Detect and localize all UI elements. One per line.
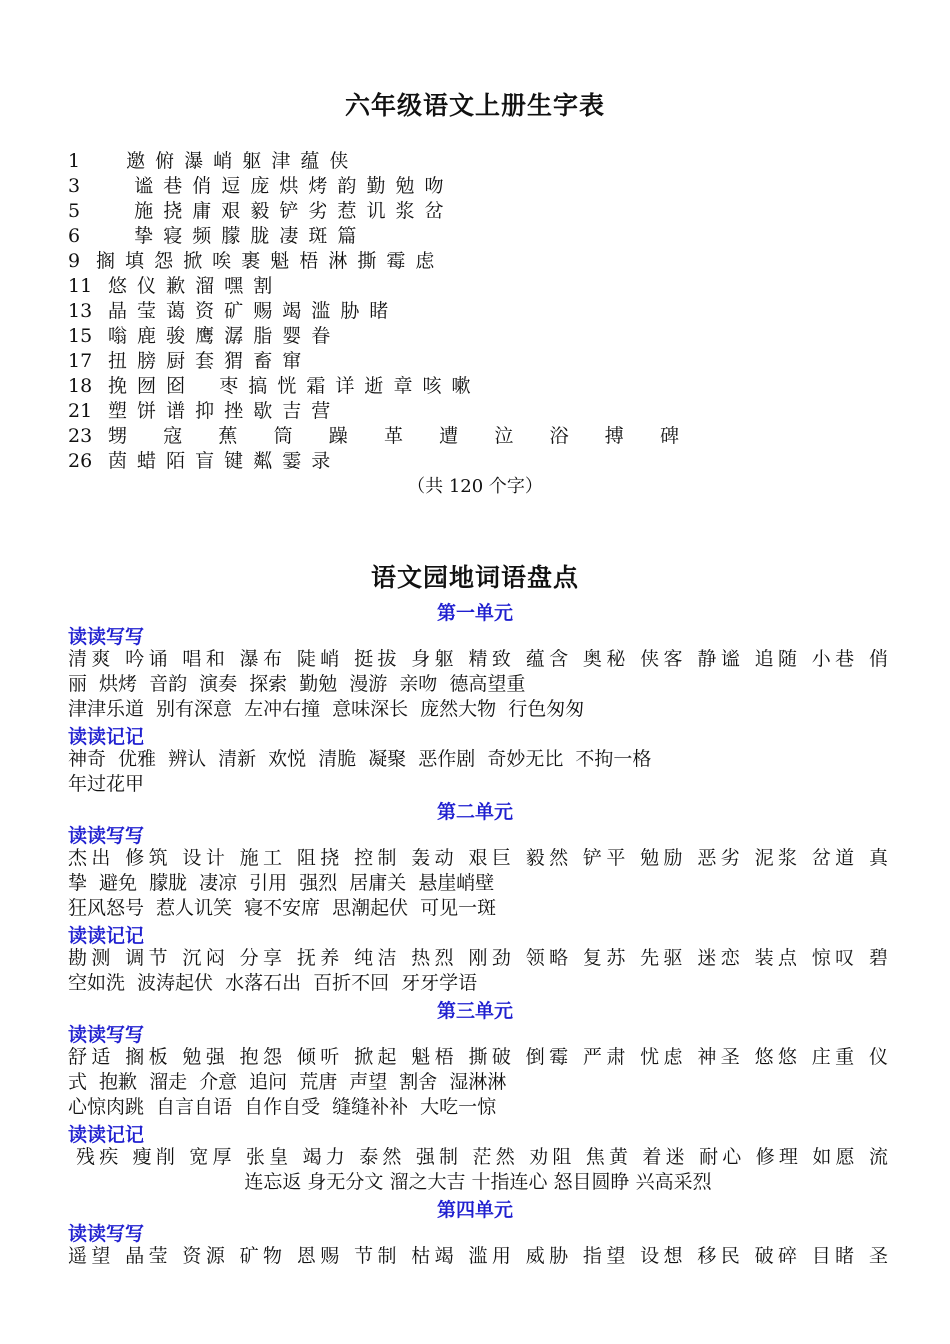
word-line: 连忘返 身无分文 溜之大吉 十指连心 怒目圆睁 兴高采烈 bbox=[244, 1171, 712, 1193]
word-line: 狂风怒号 惹人讥笑 寝不安席 思潮起伏 可见一斑 bbox=[68, 897, 497, 919]
char-list: 茵 蜡 陌 盲 键 粼 霎 录 bbox=[108, 450, 333, 472]
word-line: 残疾 瘦削 宽厚 张皇 竭力 泰然 强制 茫然 劝阻 焦黄 着迷 耐心 修理 如愿 流 bbox=[76, 1146, 888, 1168]
char-row bbox=[68, 424, 680, 449]
char-row bbox=[68, 224, 358, 249]
lesson-number: 5 bbox=[68, 200, 81, 222]
char-row bbox=[68, 274, 274, 299]
unit-1-title: 第一单元 bbox=[436, 602, 513, 624]
char-total: （共 120 个字） bbox=[407, 476, 543, 497]
read-write-heading: 读读写写 bbox=[68, 1024, 145, 1046]
lesson-number: 1 bbox=[68, 150, 81, 172]
char-list: 搁 填 怨 掀 唉 裹 魁 梧 淋 撕 霉 虑 bbox=[96, 250, 437, 272]
words-title: 语文园地词语盘点 bbox=[370, 563, 579, 592]
char-row bbox=[68, 449, 332, 474]
char-row bbox=[68, 299, 390, 324]
char-row bbox=[68, 174, 446, 199]
word-line: 神奇 优雅 辨认 清新 欢悦 清脆 凝聚 恶作剧 奇妙无比 不拘一格 bbox=[68, 748, 652, 770]
char-list: 挚 寝 频 朦 胧 凄 斑 篇 bbox=[102, 225, 359, 247]
char-list: 扭 膀 厨 套 猬 畜 窜 bbox=[108, 350, 304, 372]
char-row bbox=[68, 324, 332, 349]
lesson-number: 21 bbox=[68, 400, 93, 422]
char-list: 悠 仪 歉 溜 嘿 割 bbox=[108, 275, 275, 297]
read-remember-heading: 读读记记 bbox=[68, 1124, 145, 1146]
lesson-number: 3 bbox=[68, 175, 81, 197]
char-list: 邀 俯 瀑 峭 躯 津 蕴 侠 bbox=[102, 150, 351, 172]
lesson-number: 9 bbox=[68, 250, 81, 272]
lesson-number: 18 bbox=[68, 375, 93, 397]
word-line: 心惊肉跳 自言自语 自作自受 缝缝补补 大吃一惊 bbox=[68, 1096, 497, 1118]
word-line: 遥望 晶莹 资源 矿物 恩赐 节制 枯竭 滥用 威胁 指望 设想 移民 破碎 目睹 圣 bbox=[68, 1245, 888, 1267]
char-list: 嗡 鹿 骏 鹰 潺 脂 婴 眷 bbox=[108, 325, 333, 347]
word-line: 式 抱歉 溜走 介意 追问 荒唐 声望 割舍 湿淋淋 bbox=[68, 1071, 507, 1093]
word-line: 空如洗 波涛起伏 水落石出 百折不回 牙牙学语 bbox=[68, 972, 478, 994]
char-list: 挽 囫 囵 枣 搞 恍 霜 详 逝 章 咳 嗽 bbox=[108, 375, 473, 397]
char-row bbox=[68, 249, 436, 274]
word-line: 勘测 调节 沉闷 分享 抚养 纯洁 热烈 刚劲 领略 复苏 先驱 迷恋 装点 惊叹 碧 bbox=[68, 947, 888, 969]
read-remember-heading: 读读记记 bbox=[68, 726, 145, 748]
unit-2-title: 第二单元 bbox=[436, 801, 513, 823]
word-line: 清爽 吟诵 唱和 瀑布 陡峭 挺拔 身躯 精致 蕴含 奥秘 侠客 静谧 追随 小巷 俏 bbox=[68, 648, 888, 670]
word-line: 舒适 搁板 勉强 抱怨 倾听 掀起 魁梧 撕破 倒霉 严肃 忧虑 神圣 悠悠 庄重 仪 bbox=[68, 1046, 888, 1068]
word-line: 年过花甲 bbox=[68, 773, 145, 795]
read-write-heading: 读读写写 bbox=[68, 1223, 145, 1245]
char-row bbox=[68, 199, 446, 224]
read-remember-heading: 读读记记 bbox=[68, 925, 145, 947]
char-list: 晶 莹 蔼 资 矿 赐 竭 滥 胁 睹 bbox=[108, 300, 391, 322]
page-title: 六年级语文上册生字表 bbox=[344, 91, 605, 120]
lesson-number: 11 bbox=[68, 275, 93, 297]
word-line: 丽 烘烤 音韵 演奏 探索 勤勉 漫游 亲吻 德高望重 bbox=[68, 673, 526, 695]
char-list: 塑 饼 谱 抑 挫 歇 吉 营 bbox=[108, 400, 333, 422]
char-row bbox=[68, 349, 303, 374]
char-row bbox=[68, 374, 473, 399]
read-write-heading: 读读写写 bbox=[68, 825, 145, 847]
char-list: 甥 寇 蕉 筒 躁 革 遭 泣 浴 搏 碑 bbox=[108, 425, 680, 447]
unit-3-title: 第三单元 bbox=[436, 1000, 513, 1022]
lesson-number: 26 bbox=[68, 450, 93, 472]
lesson-number: 13 bbox=[68, 300, 93, 322]
char-row bbox=[68, 399, 332, 424]
lesson-number: 17 bbox=[68, 350, 93, 372]
read-write-heading: 读读写写 bbox=[68, 626, 145, 648]
word-line: 挚 避免 朦胧 凄凉 引用 强烈 居庸关 悬崖峭壁 bbox=[68, 872, 495, 894]
char-list: 施 挠 庸 艰 毅 铲 劣 惹 讥 浆 岔 bbox=[102, 200, 446, 222]
unit-4-title: 第四单元 bbox=[436, 1199, 513, 1221]
lesson-number: 23 bbox=[68, 425, 93, 447]
word-line: 津津乐道 别有深意 左冲右撞 意味深长 庞然大物 行色匆匆 bbox=[68, 698, 585, 720]
lesson-number: 6 bbox=[68, 225, 81, 247]
word-line: 杰出 修筑 设计 施工 阻挠 控制 轰动 艰巨 毅然 铲平 勉励 恶劣 泥浆 岔道 真 bbox=[68, 847, 888, 869]
char-list: 谧 巷 俏 逗 庞 烘 烤 韵 勤 勉 吻 bbox=[102, 175, 446, 197]
lesson-number: 15 bbox=[68, 325, 93, 347]
char-row bbox=[68, 149, 350, 174]
